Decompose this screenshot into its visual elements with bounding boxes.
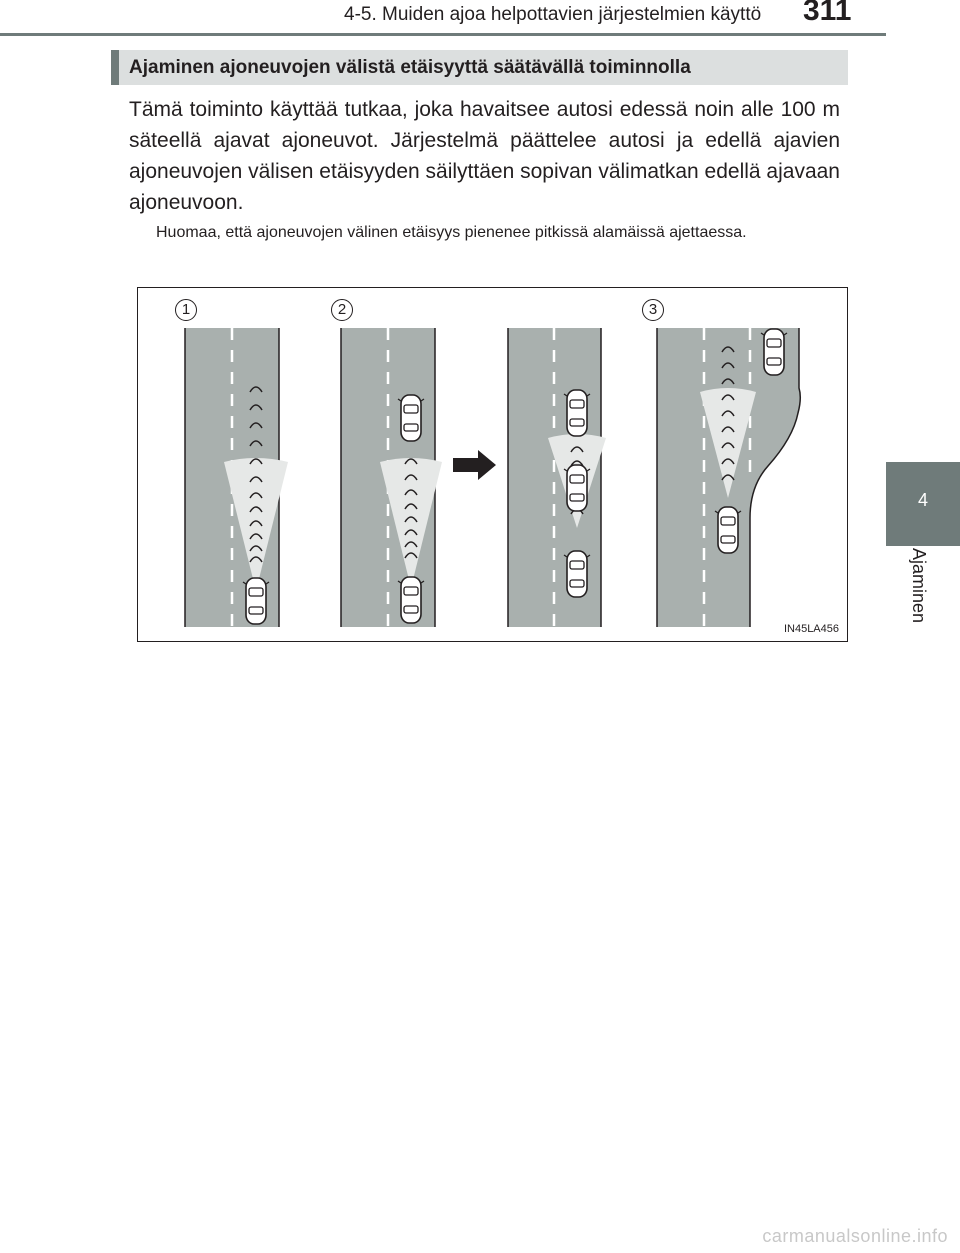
header-rule — [0, 33, 886, 36]
chapter-label: Ajaminen — [909, 548, 929, 624]
road-4-merging-car — [761, 329, 787, 375]
road-2-own-car — [398, 577, 424, 623]
section-heading-box — [111, 50, 848, 85]
road-3-lead-car — [564, 390, 590, 436]
radar-scene — [138, 288, 847, 641]
road-1 — [185, 328, 288, 627]
label-3: 3 — [642, 299, 664, 321]
running-header: 4-5. Muiden ajoa helpottavien järjestelmien käyttö — [344, 4, 762, 25]
chapter-tab[interactable] — [886, 462, 960, 546]
radar-illustration — [137, 287, 848, 642]
section-heading: Ajaminen ajoneuvojen välistä etäisyyttä säätävällä toiminnolla — [129, 57, 691, 78]
road-3 — [508, 328, 606, 627]
road-3-middle-car — [564, 465, 590, 511]
section-body: Tämä toiminto käyttää tutkaa, joka havaitsee autosi edessä noin alle 100 m säteellä ajavat ajoneuvot. Järjestelmä päättelee autosi ja edellä ajavien ajoneuvojen välisen etäisyyden säilyttäen sopivan välimatkan edellä ajavaan ajoneuvoon. — [129, 98, 840, 214]
watermark: carmanualsonline.info — [762, 1226, 948, 1246]
road-3-own-car — [564, 551, 590, 597]
road-4 — [657, 328, 800, 627]
transition-arrow — [453, 450, 496, 480]
page-number: 311 — [803, 0, 852, 27]
label-2: 2 — [331, 299, 353, 321]
figure-code: IN45LA456 — [783, 623, 839, 635]
section-note: Huomaa, että ajoneuvojen välinen etäisyys pienenee pitkissä alamäissä ajettaessa. — [156, 224, 747, 241]
road-2-lead-car — [398, 395, 424, 441]
chapter-number: 4 — [917, 490, 928, 510]
road-2 — [341, 328, 442, 627]
road-1-own-car — [243, 578, 269, 624]
label-1: 1 — [175, 299, 197, 321]
road-4-own-car — [715, 507, 741, 553]
